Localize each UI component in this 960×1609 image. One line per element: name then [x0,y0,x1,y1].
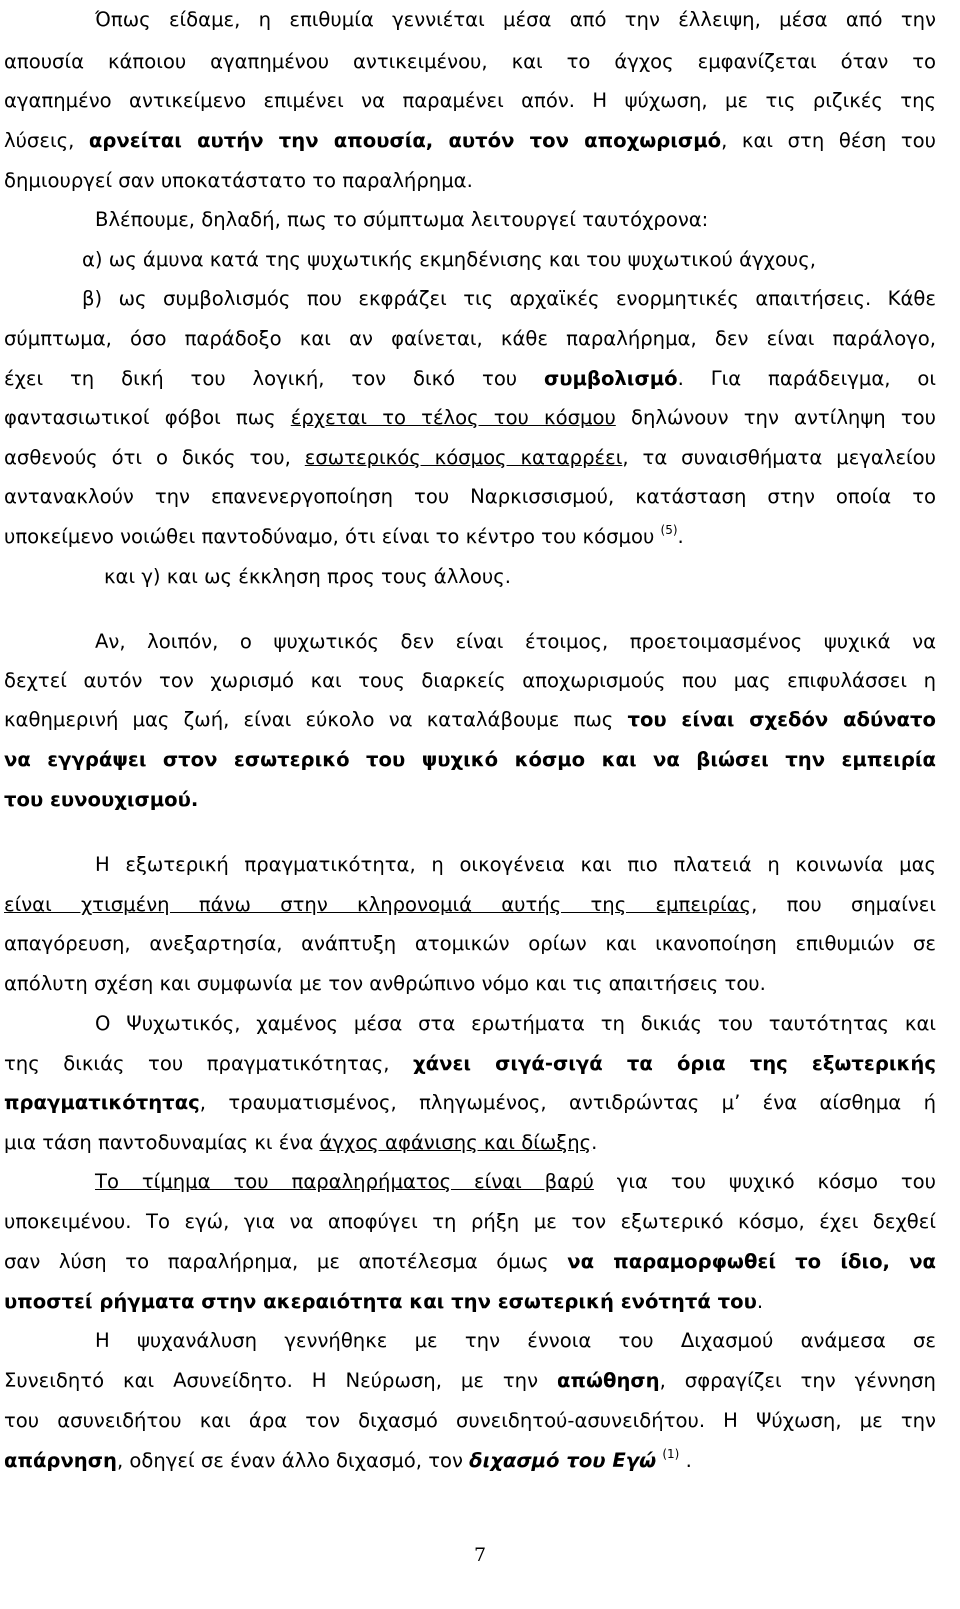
text-line: υποκειμένου. Το εγώ, για να αποφύγει τη ρήξη με τον εξωτερικό κόσμο, έχει δεχθεί [4,1210,936,1233]
emphasis-text: αρνείται αυτήν την απουσία, αυτόν τον αποχωρισμό [88,129,722,152]
text-line: Η ψυχανάλυση γεννήθηκε με την έννοια του Διχασμού ανάμεσα σε [95,1329,936,1352]
text-line: β) ως συμβολισμός που εκφράζει τις αρχαϊκές ενορμητικές απαιτήσεις. Κάθε [82,287,936,310]
text-line: της δικιάς του πραγματικότητας, χάνει σιγά-σιγά τα όρια της εξωτερικής [4,1052,936,1075]
text-line: του ασυνειδήτου και άρα τον διχασμό συνειδητού-ασυνειδήτου. Η Ψύχωση, με την [4,1409,936,1432]
text-line: α) ως άμυνα κατά της ψυχωτικής εκμηδένισης και του ψυχωτικού άγχους, [82,248,817,271]
text-line: δημιουργεί σαν υποκατάστατο το παραλήρημα. [4,169,473,192]
underlined-text: άγχος αφάνισης και δίωξης [319,1131,592,1154]
text-line: αντανακλούν την επανενεργοποίηση του Ναρκισσισμού, κατάσταση στην οποία το [4,485,936,508]
text-line: και γ) και ως έκκληση προς τους άλλους. [104,565,511,588]
text-line: Βλέπουμε, δηλαδή, πως το σύμπτωμα λειτουργεί ταυτόχρονα: [95,208,709,231]
text-line: μια τάση παντοδυναμίας κι ένα άγχος αφάνισης και δίωξης. [4,1131,598,1154]
text-line: απουσία κάποιου αγαπημένου αντικειμένου, και το άγχος εμφανίζεται όταν το [4,50,936,73]
text-line: Ο Ψυχωτικός, χαμένος μέσα στα ερωτήματα τη δικιάς του ταυτότητας και [95,1012,936,1035]
text-line: σαν λύση το παραλήρημα, με αποτέλεσμα όμως να παραμορφωθεί το ίδιο, να [4,1250,936,1273]
page-number: 7 [473,1544,487,1566]
text-line: να εγγράψει στον εσωτερικό του ψυχικό κόσμο και να βιώσει την εμπειρία [4,748,936,771]
footnote-reference: (5) [660,523,678,537]
text-line: Το τίμημα του παραληρήματος είναι βαρύ για του ψυχικό κόσμο του [95,1170,936,1193]
text-line: υποκείμενο νοιώθει παντοδύναμο, ότι είναι το κέντρο του κόσμου $^{(5)}$. [4,523,684,548]
underlined-text: εσωτερικός κόσμος καταρρέει [304,446,623,469]
text-line: Αν, λοιπόν, ο ψυχωτικός δεν είναι έτοιμος, προετοιμασμένος ψυχικά να [95,630,936,653]
emphasis-text: απώθηση [557,1369,660,1392]
text-line: έχει τη δική του λογική, τον δικό του συμβολισμό. Για παράδειγμα, οι [4,367,936,390]
emphasis-text: διχασμό του Εγώ [469,1449,657,1472]
text-line: είναι χτισμένη πάνω στην κληρονομιά αυτής της εμπειρίας, που σημαίνει [4,893,936,916]
text-line: ασθενούς ότι ο δικός του, εσωτερικός κόσμος καταρρέει, τα συναισθήματα μεγαλείου [4,446,936,469]
text-line: Συνειδητό και Ασυνείδητο. Η Νεύρωση, με την απώθηση, σφραγίζει την γέννηση [4,1369,936,1392]
text-line: φαντασιωτικοί φόβοι πως έρχεται το τέλος του κόσμου δηλώνουν την αντίληψη του [4,406,936,429]
text-line: απάρνηση, οδηγεί σε έναν άλλο διχασμό, τον διχασμό του Εγώ $^{(1)}$ . [4,1447,692,1472]
emphasis-text: χάνει σιγά-σιγά τα όρια της εξωτερικής [413,1052,936,1075]
text-line: σύμπτωμα, όσο παράδοξο και αν φαίνεται, κάθε παραλήρημα, δεν είναι παράλογο, [4,327,936,350]
text-line: του ευνουχισμού. [4,788,199,811]
emphasis-text: υποστεί ρήγματα στην ακεραιότητα και την εσωτερική ενότητά του [4,1290,757,1313]
emphasis-text: συμβολισμό [544,367,678,390]
emphasis-text: του είναι σχεδόν αδύνατο [627,708,936,731]
footnote-reference: (1) [662,1447,680,1461]
underlined-text: Το τίμημα του παραληρήματος είναι βαρύ [95,1170,594,1193]
emphasis-text: απάρνηση [4,1449,117,1472]
text-line: Η εξωτερική πραγματικότητα, η οικογένεια και πιο πλατειά η κοινωνία μας [95,853,936,876]
underlined-text: είναι χτισμένη πάνω στην κληρονομιά αυτής της εμπειρίας [4,893,752,916]
text-line: Όπως είδαμε, η επιθυμία γεννιέται μέσα από την έλλειψη, μέσα από την [95,8,936,31]
text-line: απαγόρευση, ανεξαρτησία, ανάπτυξη ατομικών ορίων και ικανοποίηση επιθυμιών σε [4,932,936,955]
text-line: υποστεί ρήγματα στην ακεραιότητα και την εσωτερική ενότητά του. [4,1290,764,1313]
text-line: πραγματικότητας, τραυματισμένος, πληγωμένος, αντιδρώντας μ’ ένα αίσθημα ή [4,1091,936,1114]
text-line: απόλυτη σχέση και συμφωνία με τον ανθρώπινο νόμο και τις απαιτήσεις του. [4,972,766,995]
emphasis-text: πραγματικότητας [4,1091,200,1114]
text-line: καθημερινή μας ζωή, είναι εύκολο να καταλάβουμε πως του είναι σχεδόν αδύνατο [4,708,936,731]
text-line: αγαπημένο αντικείμενο επιμένει να παραμένει απόν. Η ψύχωση, με τις ριζικές της [4,89,936,112]
text-line: λύσεις, αρνείται αυτήν την απουσία, αυτόν τον αποχωρισμό, και στη θέση του [4,129,937,152]
text-line: δεχτεί αυτόν τον χωρισμό και τους διαρκείς αποχωρισμούς που μας επιφυλάσσει η [4,669,936,692]
underlined-text: έρχεται το τέλος του κόσμου [290,406,616,429]
emphasis-text: να παραμορφωθεί το ίδιο, να [567,1250,936,1273]
